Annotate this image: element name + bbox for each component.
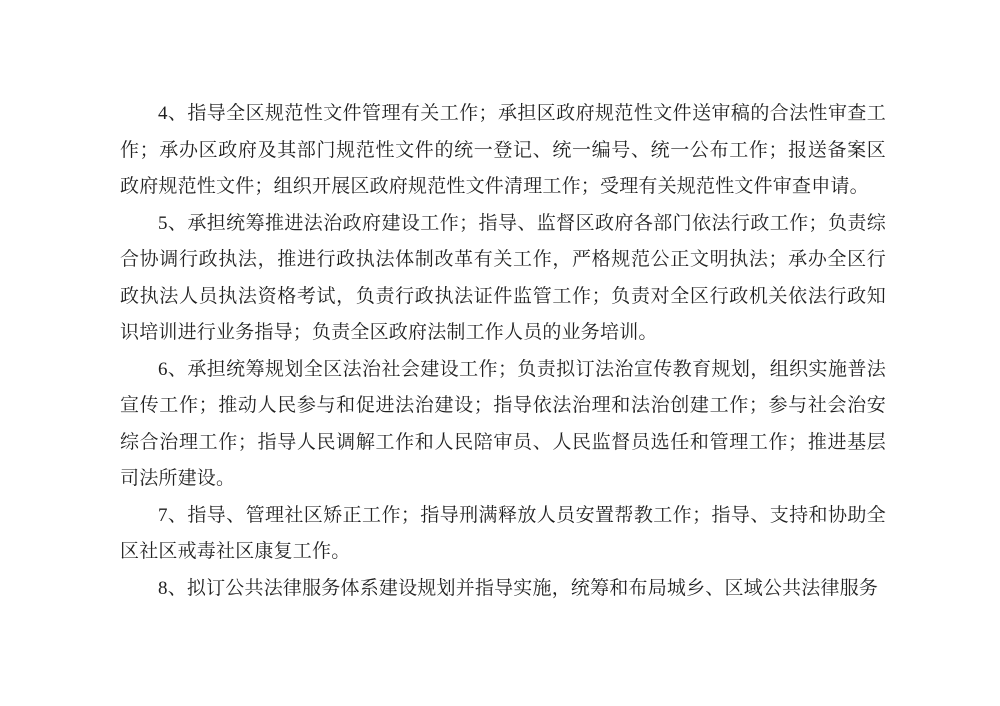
duty-paragraph-7: 7、指导、管理社区矫正工作；指导刑满释放人员安置帮教工作；指导、支持和协助全区社区戒毒社区康复工作。 — [120, 504, 886, 562]
duty-paragraph-4: 4、指导全区规范性文件管理有关工作；承担区政府规范性文件送审稿的合法性审查工作；承办区政府及其部门规范性文件的统一登记、统一编号、统一公布工作；报送备案区政府规范性文件；组织开展区政府规范性文件清理工作；受理有关规范性文件审查申请。 — [120, 103, 886, 197]
duty-paragraph-5: 5、承担统筹推进法治政府建设工作；指导、监督区政府各部门依法行政工作；负责综合协调行政执法，推进行政执法体制改革有关工作，严格规范公正文明执法；承办全区行政执法人员执法资格考试，负责行政执法证件监管工作；负责对全区行政机关依法行政知识培训进行业务指导；负责全区政府法制工作人员的业务培训。 — [120, 212, 886, 343]
document-body — [120, 96, 886, 607]
duty-paragraph-8: 8、拟订公共法律服务体系建设规划并指导实施，统筹和布局城乡、区域公共法律服务 — [158, 577, 879, 599]
duty-paragraph-6: 6、承担统筹规划全区法治社会建设工作；负责拟订法治宣传教育规划，组织实施普法宣传工作；推动人民参与和促进法治建设；指导依法治理和法治创建工作；参与社会治安综合治理工作；指导人民调解工作和人民陪审员、人民监督员选任和管理工作；推进基层司法所建设。 — [120, 358, 886, 489]
